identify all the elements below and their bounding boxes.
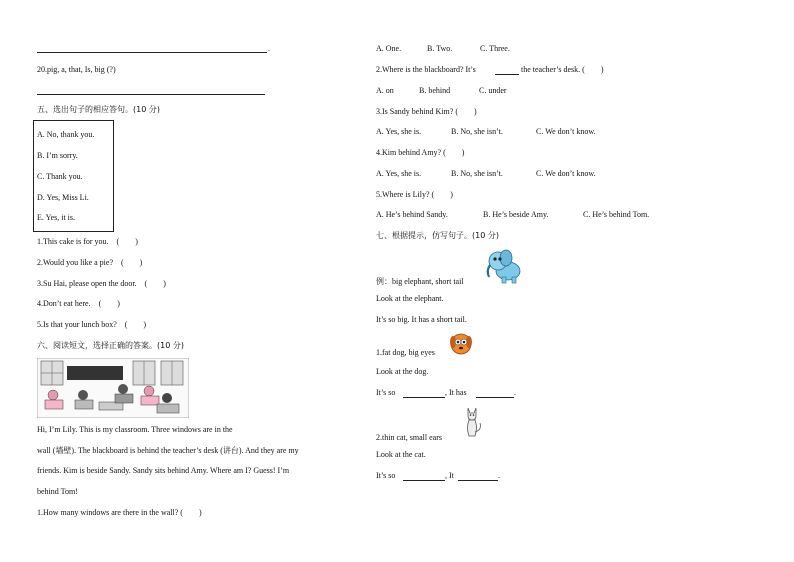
item-2-hint: 2.thin cat, small ears bbox=[376, 433, 442, 442]
q5-option-b: B. He’s beside Amy. bbox=[483, 210, 549, 219]
q4-option-a: A. Yes, she is. bbox=[376, 169, 422, 178]
item-2-period: . bbox=[498, 471, 500, 480]
option-d: D. Yes, Miss Li. bbox=[37, 193, 89, 202]
option-a: A. No, thank you. bbox=[37, 130, 95, 139]
q2-option-a: A. on bbox=[376, 86, 394, 95]
s5-question-3: 3.Su Hai, please open the door. ( ) bbox=[37, 279, 166, 288]
item-2-its-so: It’s so bbox=[376, 471, 396, 480]
q2-option-b: B. behind bbox=[419, 86, 451, 95]
answer-line-top-period: . bbox=[268, 44, 270, 53]
s5-question-1: 1.This cake is for you. ( ) bbox=[37, 237, 138, 246]
example-line-1: Look at the elephant. bbox=[376, 294, 444, 303]
q2-option-c: C. under bbox=[479, 86, 507, 95]
passage-line-4: behind Tom! bbox=[37, 487, 78, 496]
q3-option-a: A. Yes, she is. bbox=[376, 127, 422, 136]
section-5-title: 五、选出句子的相应答句。(10 分) bbox=[37, 105, 160, 114]
question-5: 5.Where is Lily? ( ) bbox=[376, 190, 453, 199]
dog-icon bbox=[448, 331, 474, 357]
option-c: C. Thank you. bbox=[37, 172, 83, 181]
item-2-blank-2[interactable] bbox=[458, 480, 498, 481]
cat-icon bbox=[462, 404, 484, 438]
item-2-line-1: Look at the cat. bbox=[376, 450, 426, 459]
question-20: 20.pig, a, that, Is, big (?) bbox=[37, 65, 116, 74]
passage-line-1: Hi, I’m Lily. This is my classroom. Three windows are in the bbox=[37, 425, 233, 434]
item-1-period: . bbox=[514, 388, 516, 397]
elephant-icon bbox=[484, 247, 528, 285]
question-3: 3.Is Sandy behind Kim? ( ) bbox=[376, 107, 477, 116]
example-line-2: It’s so big. It has a short tail. bbox=[376, 315, 467, 324]
question-2-pre: 2.Where is the blackboard? It’s bbox=[376, 65, 476, 74]
item-2-it: , It bbox=[445, 471, 454, 480]
question-4: 4.Kim behind Amy? ( ) bbox=[376, 148, 465, 157]
item-1-hint: 1.fat dog, big eyes bbox=[376, 348, 435, 357]
q5-option-a: A. He’s behind Sandy. bbox=[376, 210, 448, 219]
section-6-title: 六、阅读短文，选择正确的答案。(10 分) bbox=[37, 341, 184, 350]
s5-question-2: 2.Would you like a pie? ( ) bbox=[37, 258, 143, 267]
q1-option-a: A. One. bbox=[376, 44, 402, 53]
q3-option-b: B. No, she isn’t. bbox=[451, 127, 503, 136]
question-2-blank[interactable] bbox=[495, 74, 519, 75]
passage-line-3: friends. Kim is beside Sandy. Sandy sits behind Amy. Where am I? Guess! I’m bbox=[37, 466, 290, 475]
item-1-blank-1[interactable] bbox=[403, 397, 445, 398]
q3-option-c: C. We don’t know. bbox=[536, 127, 596, 136]
classroom-illustration bbox=[37, 358, 189, 418]
item-1-blank-2[interactable] bbox=[476, 397, 514, 398]
item-1-it-has: , It has bbox=[445, 388, 467, 397]
example-hint: 例：big elephant, short tail bbox=[376, 277, 464, 286]
q1-option-b: B. Two. bbox=[427, 44, 453, 53]
option-b: B. I’m sorry. bbox=[37, 151, 78, 160]
answer-line-top[interactable] bbox=[37, 52, 267, 53]
answer-line-20[interactable] bbox=[37, 94, 265, 95]
item-2-blank-1[interactable] bbox=[403, 480, 445, 481]
q4-option-c: C. We don’t know. bbox=[536, 169, 596, 178]
question-2-post: the teacher’s desk. ( ) bbox=[521, 65, 604, 74]
s5-question-4: 4.Don’t eat here. ( ) bbox=[37, 299, 120, 308]
s6-question-1: 1.How many windows are there in the wall? ( ) bbox=[37, 508, 202, 517]
s5-question-5: 5.Is that your lunch box? ( ) bbox=[37, 320, 147, 329]
q1-option-c: C. Three. bbox=[480, 44, 510, 53]
item-1-its-so: It’s so bbox=[376, 388, 396, 397]
section-7-title: 七、根据提示，仿写句子。(10 分) bbox=[376, 231, 499, 240]
q4-option-b: B. No, she isn’t. bbox=[451, 169, 503, 178]
option-e: E. Yes, it is. bbox=[37, 213, 76, 222]
q5-option-c: C. He’s behind Tom. bbox=[583, 210, 650, 219]
passage-line-2: wall (墙壁). The blackboard is behind the teacher’s desk (讲台). And they are my bbox=[37, 446, 299, 455]
item-1-line-1: Look at the dog. bbox=[376, 367, 429, 376]
